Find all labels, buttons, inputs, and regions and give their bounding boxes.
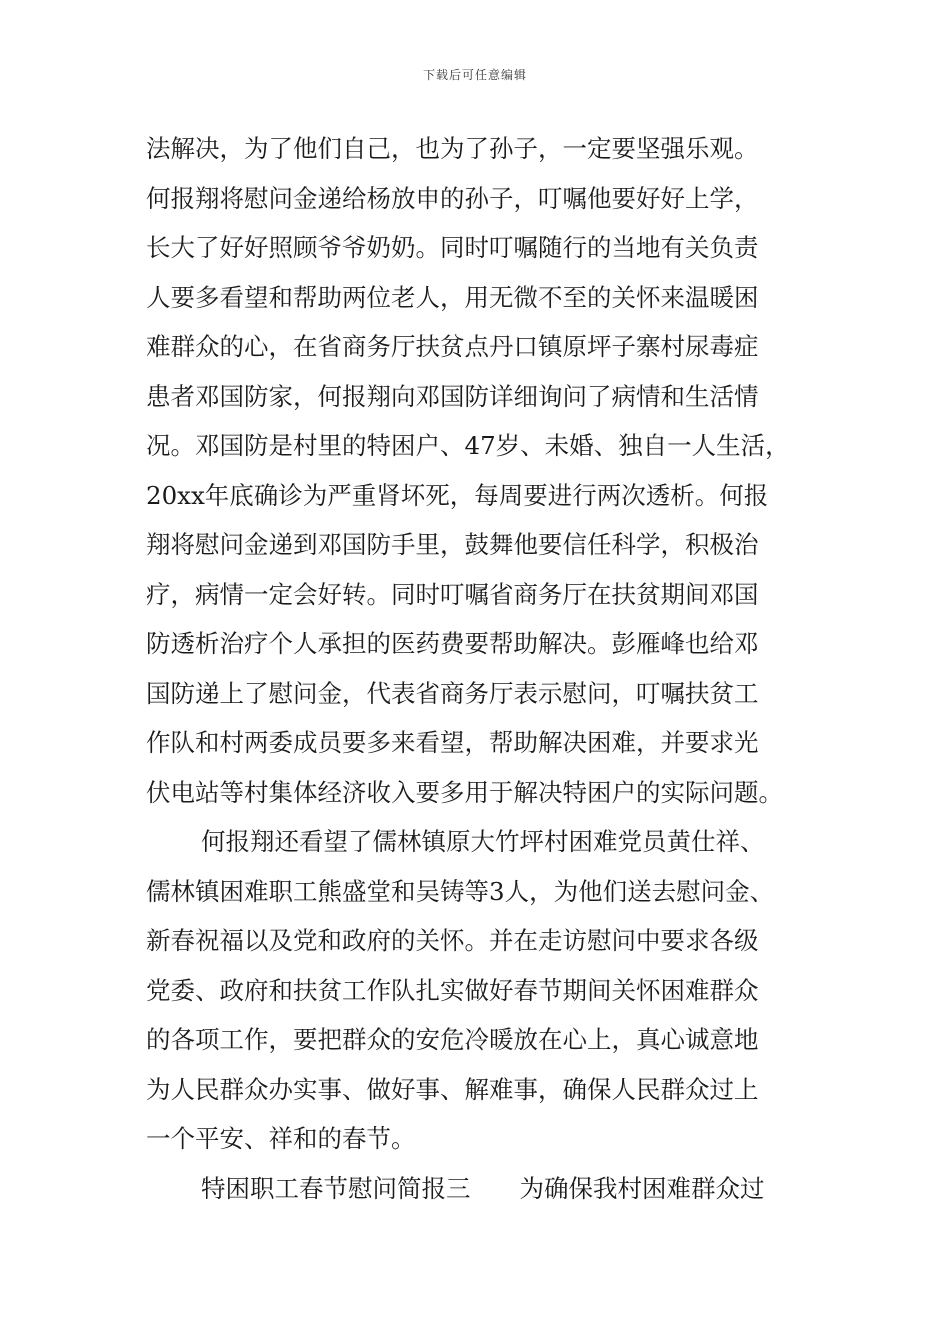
text-line: 为人民群众办实事、做好事、解难事，确保人民群众过上 <box>146 1074 759 1104</box>
document-body <box>146 124 836 1213</box>
text-line: 法解决，为了他们自己，也为了孙子，一定要坚强乐观。 <box>146 134 759 163</box>
text-line: 防透析治疗个人承担的医药费要帮助解决。彭雁峰也给邓 <box>146 629 759 658</box>
text-line: 特困职工春节慰问简报三 为确保我村困难群众过 <box>201 1173 765 1203</box>
text-line: 的各项工作，要把群众的安危冷暖放在心上，真心诚意地 <box>146 1025 759 1054</box>
text-line: 况。邓国防是村里的特困户、47岁、未婚、独自一人生活， <box>146 431 790 460</box>
text-line: 20xx年底确诊为严重肾坏死，每周要进行两次透析。何报 <box>146 480 769 510</box>
text-line: 何报翔将慰问金递给杨放申的孙子，叮嘱他要好好上学， <box>146 183 759 213</box>
text-line: 儒林镇困难职工熊盛堂和吴铸等3人，为他们送去慰问金、 <box>146 876 775 906</box>
text-line: 国防递上了慰问金，代表省商务厅表示慰问，叮嘱扶贫工 <box>146 678 759 708</box>
text-line: 党委、政府和扶贫工作队扎实做好春节期间关怀困难群众 <box>146 975 759 1005</box>
text-line: 长大了好好照顾爷爷奶奶。同时叮嘱随行的当地有关负责 <box>146 233 759 262</box>
text-line: 伏电站等村集体经济收入要多用于解决特困户的实际问题。 <box>146 777 783 807</box>
text-line: 作队和村两委成员要多来看望，帮助解决困难，并要求光 <box>146 728 759 757</box>
text-line: 何报翔还看望了儒林镇原大竹坪村困难党员黄仕祥、 <box>201 827 765 856</box>
paragraph <box>146 817 836 1164</box>
text-line: 一个平安、祥和的春节。 <box>146 1124 416 1153</box>
paragraph <box>146 124 836 817</box>
text-line: 翔将慰问金递到邓国防手里，鼓舞他要信任科学，积极治 <box>146 530 759 559</box>
text-line: 疗，病情一定会好转。同时叮嘱省商务厅在扶贫期间邓国 <box>146 579 759 609</box>
paragraph <box>146 1164 836 1214</box>
text-line: 难群众的心，在省商务厅扶贫点丹口镇原坪子寨村尿毒症 <box>146 332 759 361</box>
text-line: 新春祝福以及党和政府的关怀。并在走访慰问中要求各级 <box>146 926 759 955</box>
page-header: 下载后可任意编辑 <box>422 68 527 82</box>
text-line: 人要多看望和帮助两位老人，用无微不至的关怀来温暖困 <box>146 282 759 312</box>
text-line: 患者邓国防家，何报翔向邓国防详细询问了病情和生活情 <box>146 381 759 411</box>
